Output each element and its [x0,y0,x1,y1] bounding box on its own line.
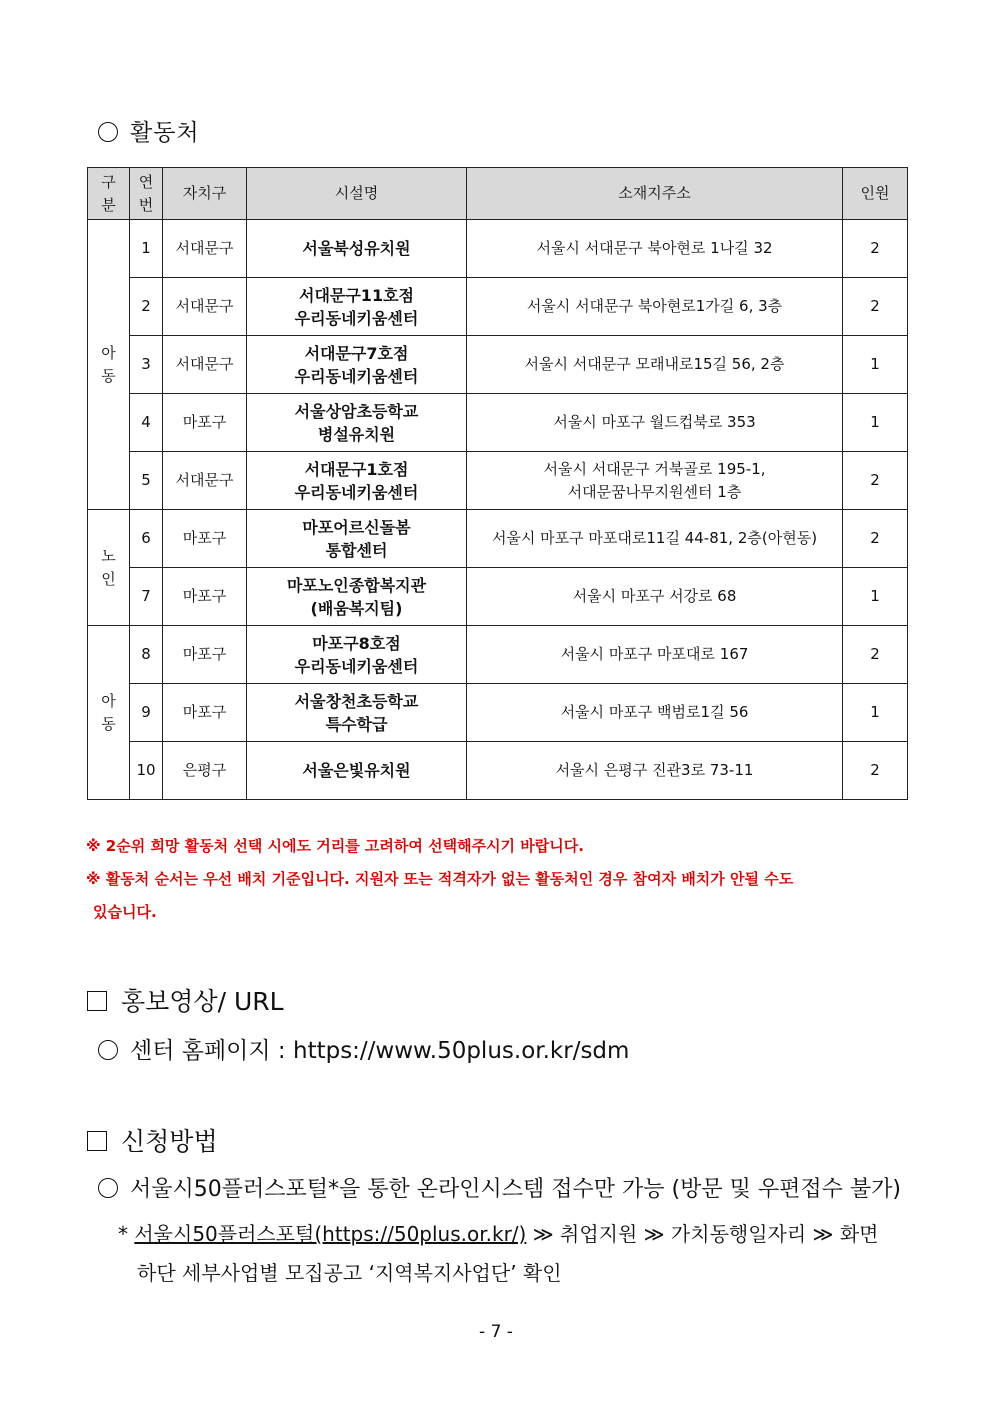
count-cell: 1 [843,684,908,742]
count-cell: 1 [843,568,908,626]
facility-cell: 서울창천초등학교 특수학급 [247,684,467,742]
count-cell: 1 [843,394,908,452]
number-cell: 5 [130,452,163,510]
apply-section-title: 신청방법 [87,1122,218,1158]
circle-bullet-icon [98,1178,118,1198]
address-cell: 서울시 마포구 백범로1길 56 [467,684,843,742]
square-bullet-icon [87,991,107,1011]
table-row [88,220,908,278]
square-bullet-icon [87,1131,107,1151]
page-number: - 7 - [479,1322,513,1342]
portal-link[interactable]: 서울시50플러스포털(https://50plus.or.kr/) [134,1222,527,1246]
address-cell: 서울시 마포구 서강로 68 [467,568,843,626]
address-cell: 서울시 서대문구 북아현로 1나길 32 [467,220,843,278]
category-cell: 아 동 [88,220,130,510]
address-cell: 서울시 마포구 월드컵북로 353 [467,394,843,452]
number-cell: 3 [130,336,163,394]
address-cell: 서울시 마포구 마포대로11길 44-81, 2층(아현동) [467,510,843,568]
count-cell: 2 [843,742,908,800]
address-cell: 서울시 은평구 진관3로 73-11 [467,742,843,800]
district-cell: 은평구 [163,742,247,800]
header-facility: 시설명 [247,168,467,220]
header-district: 자치구 [163,168,247,220]
apply-footnote: * 서울시50플러스포털(https://50plus.or.kr/) ≫ 취업지원 ≫ 가치동행일자리 ≫ 화면 [118,1222,879,1246]
promo-section-title: 홍보영상/ URL [87,982,284,1018]
facility-cell: 서대문구7호점 우리동네키움센터 [247,336,467,394]
district-cell: 서대문구 [163,452,247,510]
notice-block [86,830,916,929]
number-cell: 7 [130,568,163,626]
facility-table [87,167,908,800]
address-cell: 서울시 마포구 마포대로 167 [467,626,843,684]
count-cell: 2 [843,452,908,510]
number-cell: 2 [130,278,163,336]
table-header-row [88,168,908,220]
circle-bullet-icon [98,122,118,142]
number-cell: 6 [130,510,163,568]
count-cell: 1 [843,336,908,394]
table-row [88,684,908,742]
district-cell: 서대문구 [163,336,247,394]
circle-bullet-icon [98,1040,118,1060]
count-cell: 2 [843,220,908,278]
facility-cell: 서울은빛유치원 [247,742,467,800]
district-cell: 마포구 [163,394,247,452]
facility-cell: 서울북성유치원 [247,220,467,278]
district-cell: 마포구 [163,626,247,684]
apply-footnote-continued: 하단 세부사업별 모집공고 ‘지역복지사업단’ 확인 [137,1261,562,1285]
table-row [88,510,908,568]
count-cell: 2 [843,510,908,568]
category-cell: 아 동 [88,626,130,800]
district-cell: 서대문구 [163,278,247,336]
apply-method-line: 서울시50플러스포털*을 통한 온라인시스템 접수만 가능 (방문 및 우편접수 불가) [98,1172,901,1203]
notice-1: ※ 2순위 희망 활동처 선택 시에도 거리를 고려하여 선택해주시기 바랍니다. [86,837,584,855]
header-count: 인원 [843,168,908,220]
number-cell: 8 [130,626,163,684]
activity-heading: 활동처 [98,114,200,147]
address-cell: 서울시 서대문구 모래내로15길 56, 2층 [467,336,843,394]
address-cell: 서울시 서대문구 거북골로 195-1, 서대문꿈나무지원센터 1층 [467,452,843,510]
facility-cell: 서대문구11호점 우리동네키움센터 [247,278,467,336]
count-cell: 2 [843,626,908,684]
header-number: 연 번 [130,168,163,220]
table-row [88,742,908,800]
table-row [88,626,908,684]
notice-2-continued: 있습니다. [93,903,157,921]
table-row [88,278,908,336]
facility-cell: 서대문구1호점 우리동네키움센터 [247,452,467,510]
category-cell: 노 인 [88,510,130,626]
table-row [88,394,908,452]
district-cell: 마포구 [163,568,247,626]
table-row [88,336,908,394]
number-cell: 1 [130,220,163,278]
district-cell: 서대문구 [163,220,247,278]
facility-cell: 마포어르신돌봄 통합센터 [247,510,467,568]
notice-2: ※ 활동처 순서는 우선 배치 기준입니다. 지원자 또는 적격자가 없는 활동처인 경우 참여자 배치가 안될 수도 [86,870,794,888]
facility-cell: 서울상암초등학교 병설유치원 [247,394,467,452]
header-address: 소재지주소 [467,168,843,220]
facility-cell: 마포노인종합복지관 (배움복지팀) [247,568,467,626]
number-cell: 9 [130,684,163,742]
homepage-line: 센터 홈페이지 : https://www.50plus.or.kr/sdm [98,1032,629,1065]
address-cell: 서울시 서대문구 북아현로1가길 6, 3층 [467,278,843,336]
header-category: 구 분 [88,168,130,220]
facility-cell: 마포구8호점 우리동네키움센터 [247,626,467,684]
district-cell: 마포구 [163,510,247,568]
number-cell: 10 [130,742,163,800]
district-cell: 마포구 [163,684,247,742]
table-row [88,452,908,510]
table-row [88,568,908,626]
number-cell: 4 [130,394,163,452]
count-cell: 2 [843,278,908,336]
